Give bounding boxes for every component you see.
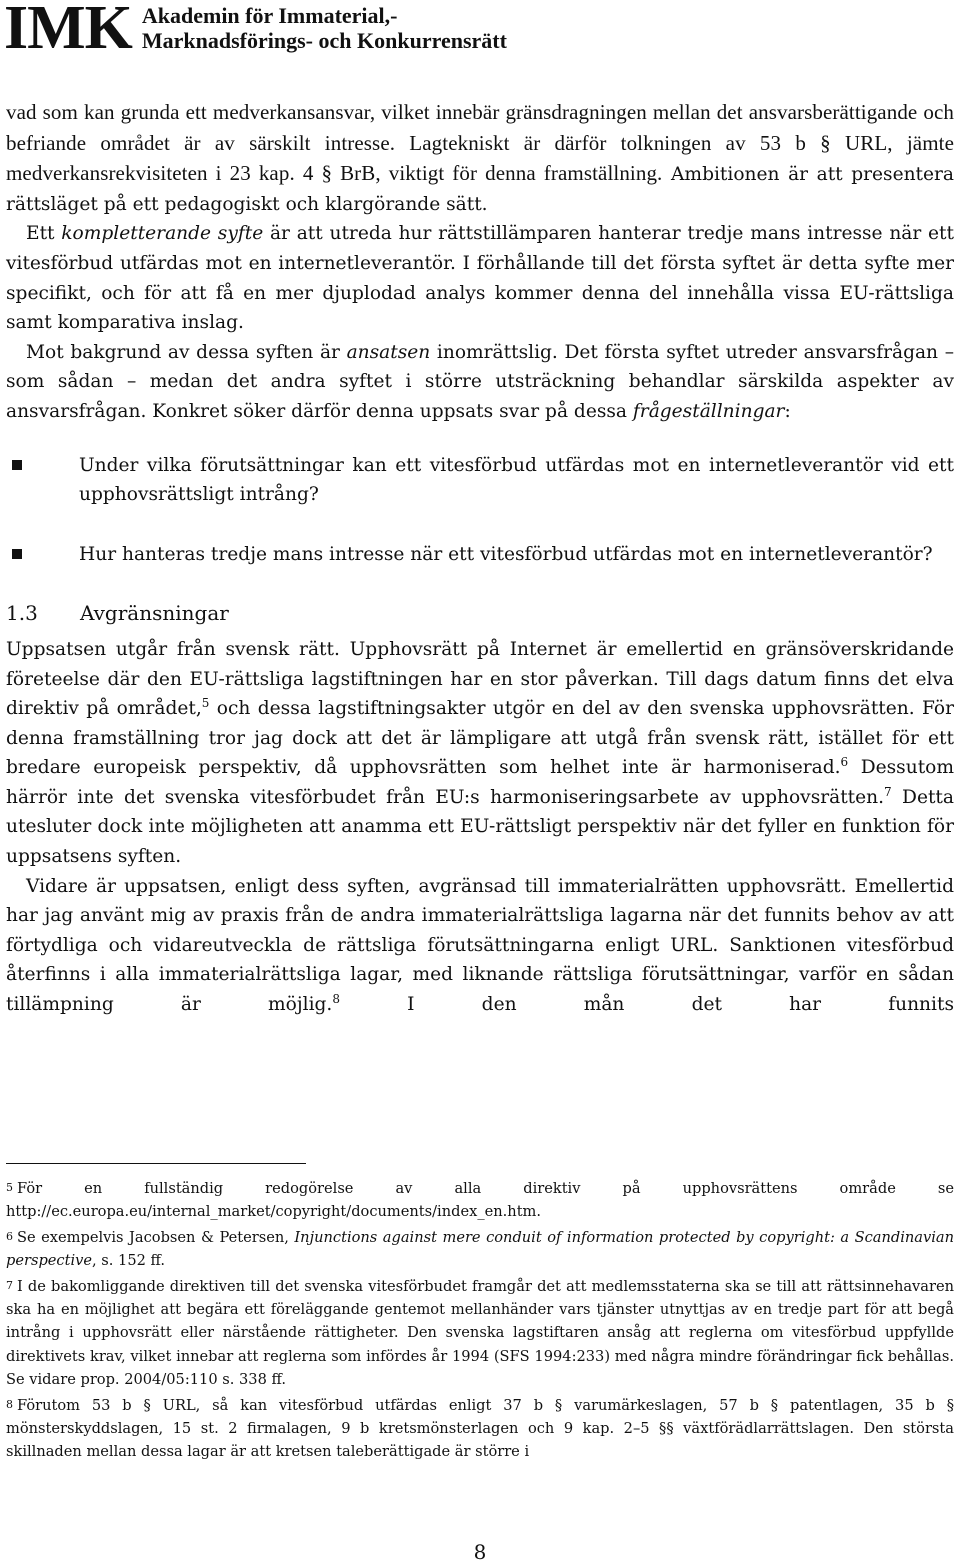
- paragraph-segment: vad som kan grunda ett medverkansansvar, vilket innebär gränsdragningen mellan det ansvarsberättigande och befriande området är av särskilt intresse. Lagtekniskt är därför tolkningen av 53 b § URL, jämte medverkansrekvisiteten i 23 kap. 4 § BrB, viktigt för denna framställning.: [6, 100, 954, 186]
- footnote-title: Injunctions against mere conduit of information protected by copyright: a Scandinavian perspective: [6, 1228, 955, 1270]
- footnote-5: [6, 1177, 954, 1224]
- section-number: 1.3: [6, 601, 38, 626]
- footnote-text: Förutom 53 b § URL, så kan vitesförbud utfärdas enligt 37 b § varumärkeslagen, 57 b § patentlagen, 35 b § mönsterskyddslagen, 15 st. 2 firmalagen, 9 b kretsmönsterlagen och 9 kap. 2–5 §§ växtförädlarrättslagen. Den största skillnaden mellan dessa lagar är att kretsen taleberättigade är större i: [6, 1396, 954, 1461]
- question-item: [6, 540, 954, 570]
- section-title: Avgränsningar: [80, 601, 229, 626]
- logo-text: [142, 3, 507, 53]
- text-run: Vidare är uppsatsen, enligt dess syften, avgränsad till immaterialrätten upphovsrätt. Emellertid har jag använt mig av praxis från de andra immaterialrättsliga lagarna när det funnits behov av att förtydliga och vidareutveckla de rättsliga förutsättningarna enligt URL. Sanktionen vitesförbud återfinns i alla immaterialrättsliga lagar, med liknande rättsliga förutsättningar, varför en sådan tillämpning är möjlig.: [6, 875, 954, 1016]
- question-text: Hur hanteras tredje mans intresse när ett vitesförbud utfärdas mot en internetleverantör?: [79, 543, 933, 565]
- footnote-number: 8: [6, 1397, 13, 1411]
- text-run: Mot bakgrund av dessa syften är: [26, 341, 347, 363]
- text-run: och dessa lagstiftningsakter utgör en del av den svenska upphovsrätten. För denna framställning tror jag dock att det är lämpligare att utgå från svensk rätt, istället för ett bredare europeisk perspektiv, då upphovsrätten som helhet inte är harmoniserad.: [6, 698, 954, 779]
- paragraph-segment: Ambitionen är att presentera rättsläget på ett pedagogiskt och klargörande sätt.: [6, 164, 954, 215]
- imk-logo: [4, 0, 507, 62]
- logo-line-1: Akademin för Immaterial,-: [141, 3, 398, 28]
- footnote-ref[interactable]: 8: [332, 991, 340, 1006]
- footnote-7: [6, 1275, 954, 1392]
- paragraph-delimitations: [6, 635, 954, 872]
- footnote-ref[interactable]: 7: [884, 784, 892, 799]
- footnote-text: I de bakomliggande direktiven till det svenska vitesförbudet framgår det att medlemsstaterna ska se till att rättsinnehavaren ska ha en möjlighet att begära ett föreläggande gentemot mellanhänder vars tjänster utnyttjas av en tredje part för att begå intrång i upphovsrätt eller närstående rättigheter. Den svenska lagstiftaren ansåg att reglerna om vitesförbud uppfyllde direktivets krav, vilket innebar att reglerna som infördes år 1994 (SFS 1994:233) med några mindre förändringar fick behållas. Se vidare prop. 2004/05:110 s. 338 ff.: [6, 1277, 954, 1389]
- footnote-ref[interactable]: 5: [201, 695, 210, 710]
- footnote-6: [6, 1226, 954, 1273]
- square-bullet-icon: [12, 460, 22, 470]
- text-run: Dessutom härrör inte det svenska vitesförbudet från EU:s harmoniseringsarbete av upphovsrätten.: [6, 757, 954, 808]
- section-heading: [6, 599, 954, 629]
- text-run: är att utreda hur rättstillämparen hanterar tredje mans intresse när ett vitesförbud utfärdas mot en internetleverantör. I förhållande till det första syftet är detta syfte mer specifikt, och för att få en mer djuplodad analys kommer denna del innehålla vissa EU-rättsliga samt komparativa inslag.: [6, 223, 954, 334]
- logo-mark: IMK: [4, 0, 132, 62]
- footnote-number: 6: [6, 1229, 13, 1243]
- emphasis: frågeställningar: [632, 400, 785, 422]
- footnote-ref[interactable]: 6: [840, 755, 849, 770]
- paragraph-scope: [6, 872, 954, 1020]
- text-run: I den mån det har funnits: [339, 994, 954, 1016]
- footnotes: [6, 1177, 954, 1466]
- footnote-number: 7: [6, 1278, 13, 1292]
- logo-line-2: Marknadsförings- och Konkurrensrätt: [141, 28, 507, 53]
- emphasis: kompletterande syfte: [61, 223, 264, 245]
- square-bullet-icon: [12, 549, 22, 559]
- page-number: 8: [473, 1540, 487, 1564]
- footnote-number: 5: [6, 1181, 13, 1194]
- text-run: Detta utesluter dock inte möjligheten att anamma ett EU-rättsligt perspektiv när det fyller en funktion för uppsatsens syften.: [6, 786, 954, 868]
- footnote-8: [6, 1394, 954, 1464]
- paragraph-complementary-purpose: [6, 219, 954, 337]
- text-run: inomrättslig. Det första syftet utreder ansvarsfrågan – som sådan – medan det andra syftet i större utsträckning behandlar särskilda aspekter av ansvarsfrågan. Konkret söker därför denna uppsats svar på dessa: [6, 341, 954, 422]
- footnote-text: För en fullständig redogörelse av alla direktiv på upphovsrättens område se http://ec.europa.eu/internal_market/copyright/documents/index_en.htm.: [6, 1180, 954, 1221]
- text-run: :: [784, 400, 791, 422]
- paragraph-purpose: [6, 98, 954, 219]
- question-item: [6, 451, 954, 510]
- body-text: [6, 98, 954, 1020]
- footnote-separator: [6, 1163, 306, 1164]
- footnote-text: , s. 152 ff.: [92, 1252, 166, 1270]
- question-text: Under vilka förutsättningar kan ett vitesförbud utfärdas mot en internetleverantör vid ett upphovsrättsligt intrång?: [79, 454, 954, 506]
- text-run: Ett: [26, 223, 62, 245]
- footnote-text: Se exempelvis Jacobsen & Petersen,: [17, 1228, 295, 1246]
- text-run: Uppsatsen utgår från svensk rätt. Upphovsrätt på Internet är emellertid en gränsöverskridande företeelse där den EU-rättsliga lagstiftningen har en stor påverkan. Till dags datum finns det elva direktiv på området,: [6, 638, 954, 720]
- paragraph-approach: [6, 338, 954, 427]
- emphasis: ansatsen: [346, 341, 431, 363]
- research-questions: [6, 451, 954, 570]
